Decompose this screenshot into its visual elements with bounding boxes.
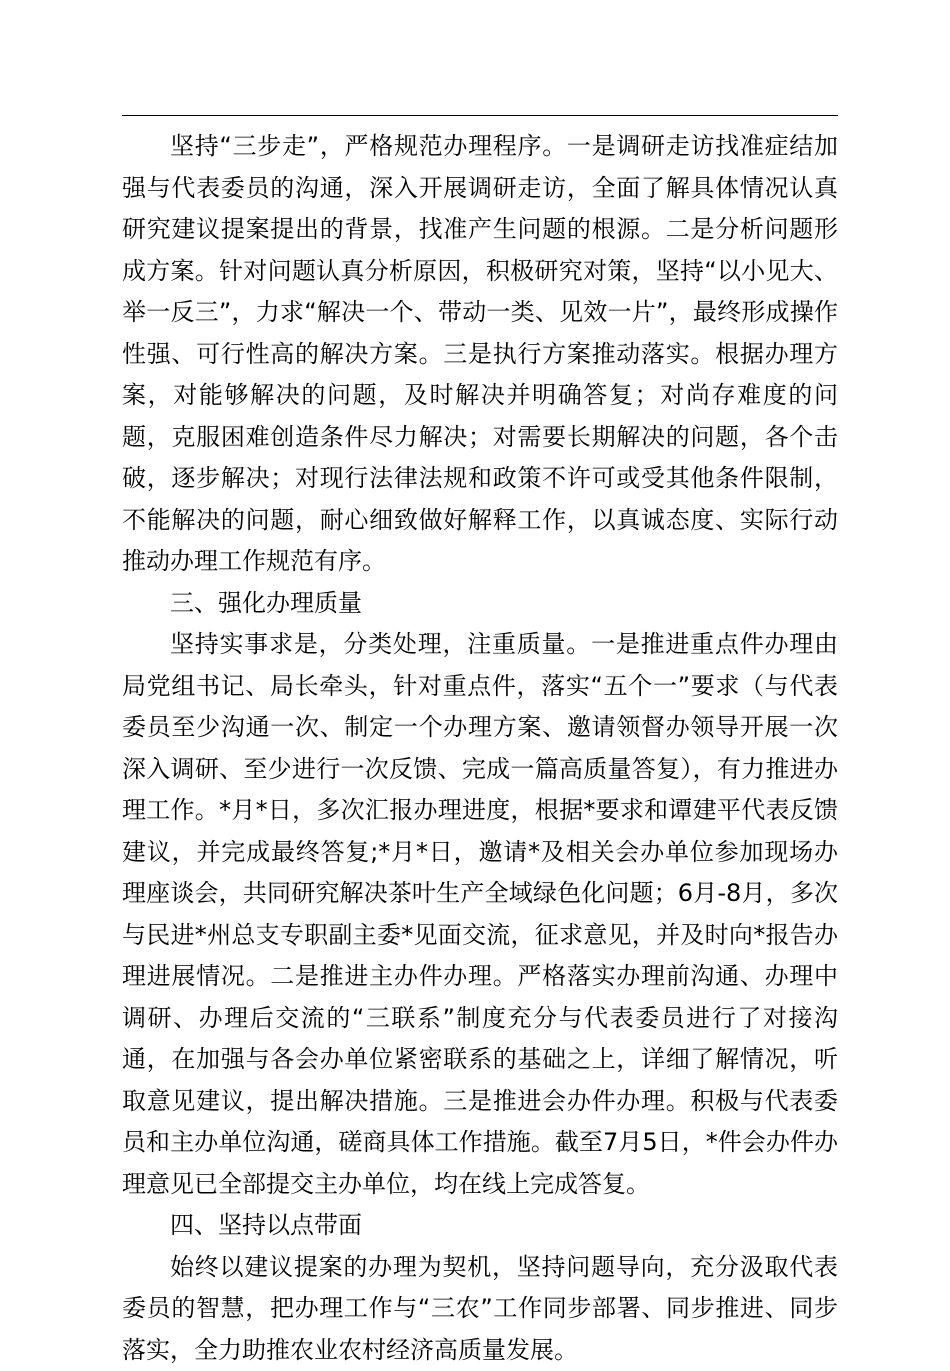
section-heading-point-to-area: 四、坚持以点带面	[122, 1205, 838, 1247]
header-rule	[122, 115, 838, 116]
paragraph-procedure: 坚持“三步走”，严格规范办理程序。一是调研走访找准症结加强与代表委员的沟通，深入开展调研走访，全面了解具体情况认真研究建议提案提出的背景，找准产生问题的根源。二是分析问题形成方案。针对问题认真分析原因，积极研究对策，坚持“以小见大、举一反三”，力求“解决一个、带动一类、见效一片”，最终形成操作性强、可行性高的解决方案。三是执行方案推动落实。根据办理方案，对能够解决的问题，及时解决并明确答复；对尚存难度的问题，克服困难创造条件尽力解决；对需要长期解决的问题，各个击破，逐步解决；对现行法律法规和政策不许可或受其他条件限制，不能解决的问题，耐心细致做好解释工作，以真诚态度、实际行动推动办理工作规范有序。	[122, 126, 838, 583]
paragraph-point-to-area: 始终以建议提案的办理为契机，坚持问题导向，充分汲取代表委员的智慧，把办理工作与“三农”工作同步部署、同步推进、同步落实，全力助推农业农村经济高质量发展。	[122, 1247, 838, 1371]
section-heading-quality: 三、强化办理质量	[122, 583, 838, 625]
paragraph-quality: 坚持实事求是，分类处理，注重质量。一是推进重点件办理由局党组书记、局长牵头，针对重点件，落实“五个一”要求（与代表委员至少沟通一次、制定一个办理方案、邀请领督办领导开展一次深入调研、至少进行一次反馈、完成一篇高质量答复），有力推进办理工作。*月*日，多次汇报办理进度，根据*要求和谭建平代表反馈建议，并完成最终答复;*月*日，邀请*及相关会办单位参加现场办理座谈会，共同研究解决茶叶生产全域绿色化问题；6月-8月，多次与民进*州总支专职副主委*见面交流，征求意见，并及时向*报告办理进展情况。二是推进主办件办理。严格落实办理前沟通、办理中调研、办理后交流的“三联系”制度充分与代表委员进行了对接沟通，在加强与各会办单位紧密联系的基础之上，详细了解情况，听取意见建议，提出解决措施。三是推进会办件办理。积极与代表委员和主办单位沟通，磋商具体工作措施。截至7月5日，*件会办件办理意见已全部提交主办单位，均在线上完成答复。	[122, 624, 838, 1205]
document-body	[122, 126, 838, 1371]
